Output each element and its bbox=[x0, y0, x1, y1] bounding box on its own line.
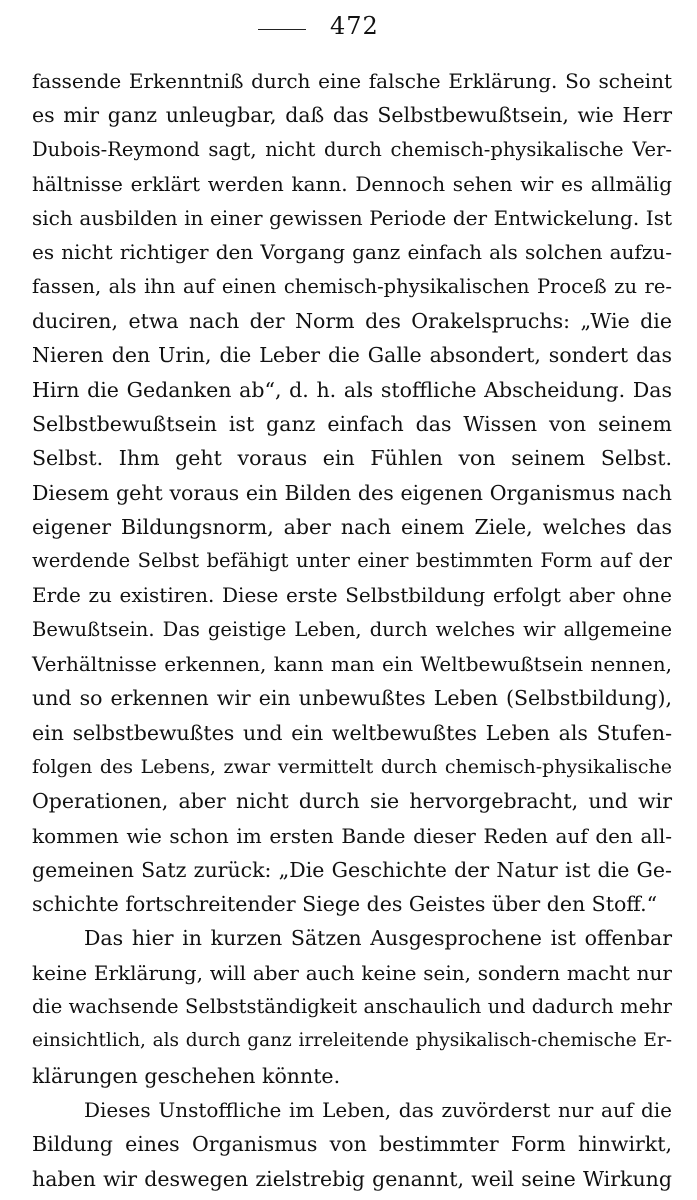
text-line: Verhältnisse erkennen, kann man ein Weltbewußtsein nennen, bbox=[32, 652, 672, 677]
text-line: einsichtlich, als durch ganz irreleitende physikalisch-chemische Er- bbox=[32, 1030, 672, 1052]
text-line: Selbstbewußtsein ist ganz einfach das Wissen von seinem bbox=[32, 411, 672, 436]
text-line: Operationen, aber nicht durch sie hervorgebracht, und wir bbox=[32, 789, 672, 814]
text-line: sich ausbilden in einer gewissen Periode der Entwickelung. Ist bbox=[32, 206, 672, 231]
text-line: Nieren den Urin, die Leber die Galle absondert, sondert das bbox=[32, 343, 672, 368]
text-line: Selbst. Ihm geht voraus ein Fühlen von seinem Selbst. bbox=[32, 446, 672, 471]
text-line: Erde zu existiren. Diese erste Selbstbildung erfolgt aber ohne bbox=[32, 583, 672, 608]
text-line: werdende Selbst befähigt unter einer bestimmten Form auf der bbox=[32, 549, 672, 573]
text-line: haben wir deswegen zielstrebig genannt, weil seine Wirkung bbox=[32, 1166, 672, 1191]
page-number: 472 bbox=[330, 12, 379, 40]
text-line: fassende Erkenntniß durch eine falsche Erklärung. So scheint bbox=[32, 69, 672, 93]
text-line: die wachsende Selbstständigkeit anschaulich und dadurch mehr bbox=[32, 995, 672, 1019]
text-line: Das hier in kurzen Sätzen Ausgesprochene ist offenbar bbox=[84, 926, 672, 951]
text-line: Bildung eines Organismus von bestimmter Form hinwirkt, bbox=[32, 1132, 672, 1157]
header-rule bbox=[258, 29, 306, 30]
text-line: fassen, als ihn auf einen chemisch-physikalischen Proceß zu re- bbox=[32, 274, 672, 298]
text-line: Diesem geht voraus ein Bilden des eigenen Organismus nach bbox=[32, 480, 672, 505]
text-line: kommen wie schon im ersten Bande dieser Reden auf den all- bbox=[32, 823, 672, 848]
text-line: es nicht richtiger den Vorgang ganz einfach als solchen aufzu- bbox=[32, 240, 672, 265]
text-line: hältnisse erklärt werden kann. Dennoch sehen wir es allmälig bbox=[32, 171, 672, 196]
text-line: Hirn die Gedanken ab“, d. h. als stoffliche Abscheidung. Das bbox=[32, 377, 672, 402]
page-header bbox=[0, 8, 697, 38]
text-line: schichte fortschreitender Siege des Geistes über den Stoff.“ bbox=[32, 892, 658, 917]
text-line: keine Erklärung, will aber auch keine sein, sondern macht nur bbox=[32, 960, 672, 985]
text-line: duciren, etwa nach der Norm des Orakelspruchs: „Wie die bbox=[32, 309, 672, 334]
text-line: gemeinen Satz zurück: „Die Geschichte der Natur ist die Ge- bbox=[32, 857, 672, 882]
text-line: eigener Bildungsnorm, aber nach einem Ziele, welches das bbox=[32, 514, 672, 539]
text-line: klärungen geschehen könnte. bbox=[32, 1063, 341, 1088]
text-line: Dubois-Reymond sagt, nicht durch chemisch-physikalische Ver- bbox=[32, 137, 672, 161]
body-text bbox=[32, 64, 672, 1196]
text-line: und so erkennen wir ein unbewußtes Leben (Selbstbildung), bbox=[32, 686, 672, 711]
text-line: ein selbstbewußtes und ein weltbewußtes Leben als Stufen- bbox=[32, 720, 672, 745]
text-line: Bewußtsein. Das geistige Leben, durch welches wir allgemeine bbox=[32, 617, 672, 641]
text-line: folgen des Lebens, zwar vermittelt durch chemisch-physikalische bbox=[32, 755, 672, 778]
text-line: es mir ganz unleugbar, daß das Selbstbewußtsein, wie Herr bbox=[32, 103, 672, 128]
text-line: Dieses Unstoffliche im Leben, das zuvörderst nur auf die bbox=[84, 1097, 672, 1122]
